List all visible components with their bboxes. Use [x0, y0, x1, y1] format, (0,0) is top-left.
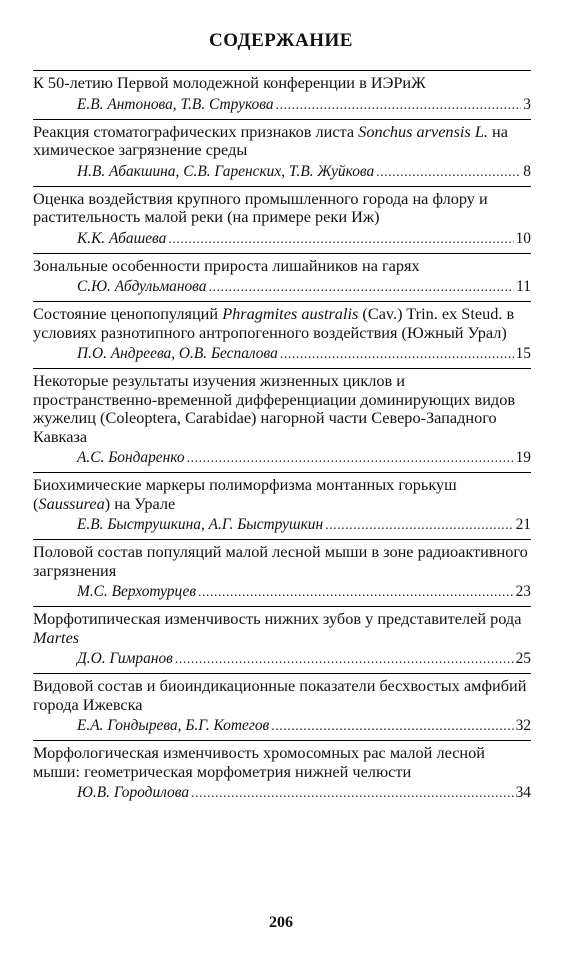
toc-entry-page: 34	[515, 784, 531, 801]
toc-entry-title-italic-part: Sonchus arvensis L.	[358, 121, 488, 141]
toc-entry-title-part: Оценка воздействия крупного промышленного города на флору и растительность малой реки (на примере реки Иж)	[33, 188, 488, 226]
toc-entry-title-part: Морфотипическая изменчивость нижних зубов у представителей рода	[33, 609, 522, 628]
dot-leader	[280, 345, 514, 364]
toc-entry-page: 8	[523, 162, 531, 180]
toc-entry-title	[33, 123, 531, 160]
toc-entry-title	[33, 190, 531, 227]
toc-entry-author-line	[33, 278, 531, 297]
toc-entry	[33, 539, 531, 606]
toc-entry-title	[33, 74, 531, 93]
toc-entry-title	[33, 677, 531, 714]
toc-entry-page: 19	[515, 449, 531, 466]
toc-entry-authors: К.К. Абашева	[77, 229, 167, 247]
page-number: 206	[269, 914, 293, 931]
toc-entry-title	[33, 476, 531, 513]
toc-entry-page: 3	[523, 95, 531, 113]
dot-leader	[168, 230, 513, 249]
toc-entry-page: 21	[515, 516, 531, 533]
toc-entry-author-line	[33, 650, 531, 669]
dot-leader	[325, 516, 513, 535]
toc-entry-page: 15	[515, 345, 531, 362]
toc-entry-author-line	[33, 96, 531, 115]
toc-entry-title	[33, 610, 531, 647]
toc-entry-authors: Ю.В. Городилова	[77, 784, 190, 801]
dot-leader	[208, 278, 514, 297]
toc-entry	[33, 186, 531, 253]
toc-entry-page: 25	[515, 650, 531, 667]
toc-entry-page: 23	[515, 583, 531, 600]
toc-entry-authors: П.О. Андреева, О.В. Беспалова	[77, 345, 278, 362]
dot-leader	[187, 449, 514, 468]
toc-entry-title-part: на химическое загрязнение среды	[33, 121, 508, 159]
toc-entry-author-line	[33, 230, 531, 249]
toc-entry	[33, 253, 531, 302]
toc-entry-title-part: Некоторые результаты изучения жизненных циклов и пространственно-временной дифференциации доминирующих видов жужелиц (Coleoptera, Carabidae) нагорной части Северо-Западного Кавказа	[33, 371, 516, 446]
toc-entry	[33, 119, 531, 186]
toc-entry-page: 32	[515, 717, 531, 734]
dot-leader	[198, 583, 514, 602]
toc-entry-page: 10	[515, 229, 531, 247]
toc-entry-title-part: Состояние ценопопуляций	[33, 304, 223, 323]
page-title: СОДЕРЖАНИЕ	[209, 30, 353, 51]
toc-entry-authors: Е.В. Антонова, Т.В. Струкова	[77, 95, 274, 113]
toc-entry-author-line	[33, 449, 531, 468]
toc-entry-author-line	[33, 583, 531, 602]
toc-entry-author-line	[33, 717, 531, 736]
toc-entry-title-part: Биохимические маркеры полиморфизма монтанных горькуш (	[33, 475, 457, 513]
toc-entry-authors: Д.О. Гимранов	[77, 650, 173, 667]
toc-entry-title	[33, 257, 531, 276]
toc-entry-title-part: Видовой состав и биоиндикационные показатели бесхвостых амфибий города Ижевска	[33, 676, 527, 714]
toc-entry-title-part: ) на Урале	[104, 493, 176, 513]
toc-entry-authors: М.С. Верхотурцев	[77, 583, 197, 600]
toc-entry-authors: С.Ю. Абдульманова	[77, 278, 207, 295]
dot-leader	[376, 163, 521, 182]
toc-entry	[33, 606, 531, 673]
toc-entry-authors: Е.В. Быструшкина, А.Г. Быструшкин	[77, 516, 324, 533]
dot-leader	[191, 784, 514, 803]
toc-entry-title-part: Реакция стоматографических признаков листа	[33, 121, 359, 141]
toc-entry-title-italic-part: Saussurea	[38, 493, 105, 513]
toc-entry-title	[33, 372, 531, 446]
toc-entry-page: 11	[516, 278, 531, 295]
dot-leader	[175, 650, 514, 669]
dot-leader	[271, 717, 513, 736]
toc-entry-authors: Е.А. Гондырева, Б.Г. Котегов	[77, 717, 270, 734]
dot-leader	[276, 96, 522, 115]
toc-entry-title	[33, 305, 531, 342]
toc-entry	[33, 740, 531, 813]
toc-entry-title	[33, 744, 531, 781]
toc-entry-title-italic-part: Martes	[33, 627, 80, 647]
toc-entry	[33, 673, 531, 740]
toc-entry-title-part: Зональные особенности прироста лишайников на гарях	[33, 255, 420, 275]
toc-entry-title-part: Морфологическая изменчивость хромосомных рас малой лесной мыши: геометрическая морфометрия нижней челюсти	[33, 743, 486, 781]
toc-entry-author-line	[33, 345, 531, 364]
toc-entry-title-part: Половой состав популяций малой лесной мыши в зоне радиоактивного загрязнения	[33, 542, 528, 580]
toc-entry	[33, 368, 531, 472]
toc-entry-title-part: К 50-летию Первой молодежной конференции в ИЭРиЖ	[33, 73, 426, 92]
toc-entry-title-italic-part: Phragmites australis	[222, 304, 359, 323]
toc-entry-authors: Н.В. Абакшина, С.В. Гаренских, Т.В. Жуйкова	[77, 162, 375, 180]
toc-entry-author-line	[33, 163, 531, 182]
toc-entry-authors: А.С. Бондаренко	[77, 449, 185, 466]
toc-entry-author-line	[33, 516, 531, 535]
toc-entry	[33, 70, 531, 119]
table-of-contents	[33, 70, 531, 813]
toc-entry-title-part: (Cav.) Trin. ex Steud. в условиях разнотипного антропогенного воздействия (Южный Урал)	[33, 304, 515, 342]
toc-entry-author-line	[33, 784, 531, 803]
toc-entry	[33, 301, 531, 368]
toc-entry-title	[33, 543, 531, 580]
toc-entry	[33, 472, 531, 539]
